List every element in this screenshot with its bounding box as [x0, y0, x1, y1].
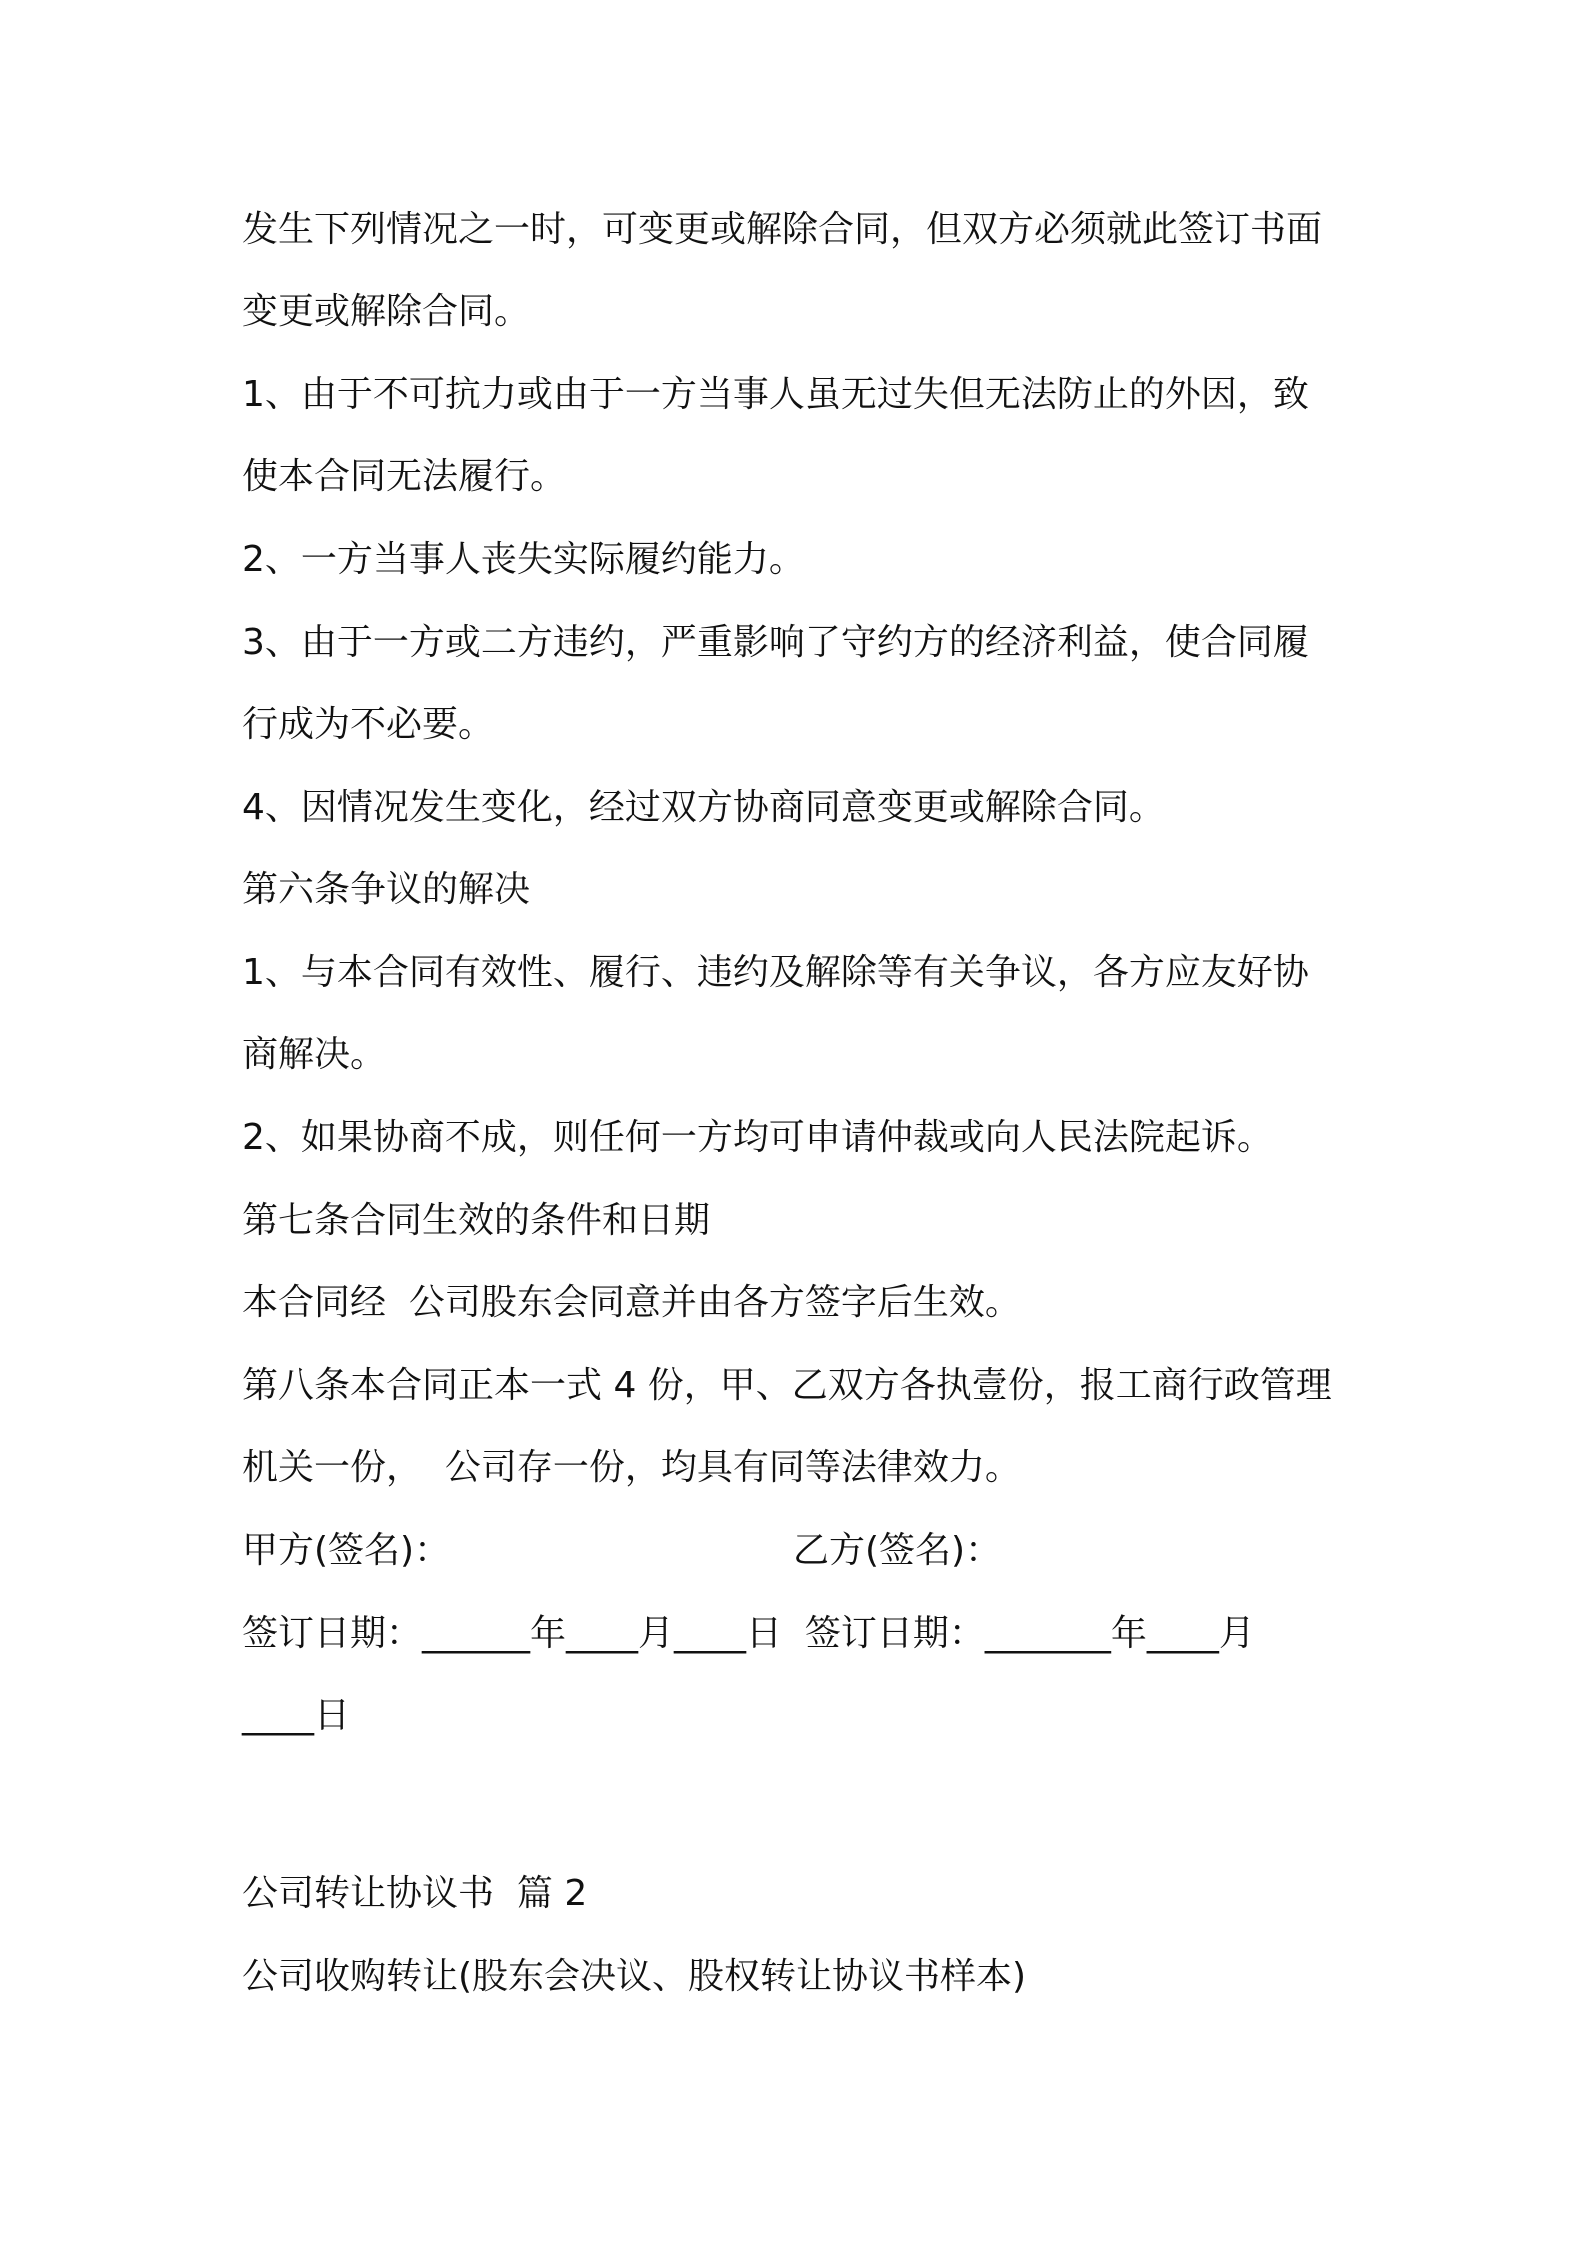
list-item-line: 2、如果协商不成，则任何一方均可申请仲裁或向人民法院起诉。: [242, 1117, 1273, 1158]
paragraph-line: 机关一份， 公司存一份，均具有同等法律效力。: [242, 1447, 1021, 1488]
party-b-signature-label: 乙方(签名)：: [793, 1530, 1002, 1571]
section-title: 公司转让协议书 篇 2: [242, 1873, 588, 1914]
list-item-line: 2、一方当事人丧失实际履约能力。: [242, 539, 805, 580]
signing-date-line: 签订日期：______年____月____日 签订日期：_______年____月: [242, 1613, 1255, 1654]
list-item-line: 使本合同无法履行。: [242, 456, 567, 497]
article-heading: 第六条争议的解决: [242, 869, 531, 910]
paragraph-line: 变更或解除合同。: [242, 291, 531, 332]
paragraph-line: 第八条本合同正本一式 4 份，甲、乙双方各执壹份，报工商行政管理: [242, 1365, 1332, 1406]
list-item-line: 4、因情况发生变化，经过双方协商同意变更或解除合同。: [242, 787, 1165, 828]
list-item-line: 3、由于一方或二方违约，严重影响了守约方的经济利益，使合同履: [242, 622, 1309, 663]
list-item-line: 行成为不必要。: [242, 704, 495, 745]
list-item-line: 商解决。: [242, 1034, 387, 1075]
list-item-line: 1、与本合同有效性、履行、违约及解除等有关争议，各方应友好协: [242, 952, 1309, 993]
section-subtitle: 公司收购转让(股东会决议、股权转让协议书样本): [242, 1956, 1027, 1997]
signing-date-line-continued: ____日: [242, 1695, 351, 1736]
paragraph-line: 发生下列情况之一时，可变更或解除合同，但双方必须就此签订书面: [242, 209, 1323, 250]
article-heading: 第七条合同生效的条件和日期: [242, 1200, 711, 1241]
list-item-line: 1、由于不可抗力或由于一方当事人虽无过失但无法防止的外因，致: [242, 374, 1309, 415]
party-a-signature-label: 甲方(签名)：: [242, 1530, 451, 1571]
paragraph-line: 本合同经 公司股东会同意并由各方签字后生效。: [242, 1282, 1021, 1323]
